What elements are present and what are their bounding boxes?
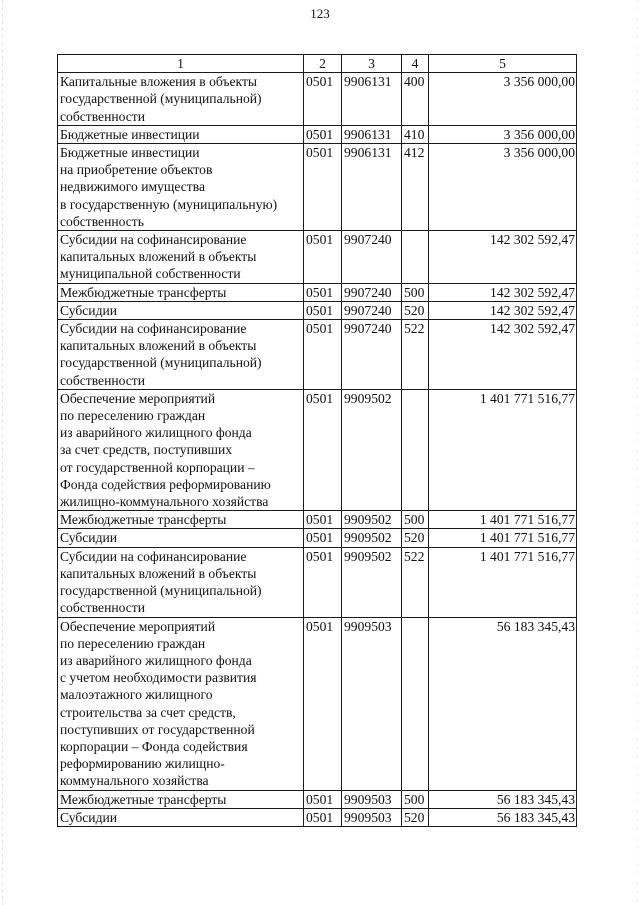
row-name: Субсидии на софинансирование капитальных вложений в объекты государственной (муниципальной) собственности — [58, 547, 304, 617]
row-amount: 142 302 592,47 — [429, 301, 577, 319]
row-section: 0501 — [304, 808, 342, 826]
row-amount: 56 183 345,43 — [429, 790, 577, 808]
row-amount: 1 401 771 516,77 — [429, 529, 577, 547]
row-section: 0501 — [304, 617, 342, 790]
row-target: 9906131 — [342, 144, 402, 231]
row-name: Бюджетные инвестиции на приобретение объектов недвижимого имущества в государственную (муниципальную) собственность — [58, 144, 304, 231]
row-expense-type: 410 — [402, 125, 429, 143]
row-name: Межбюджетные трансферты — [58, 283, 304, 301]
row-name: Обеспечение мероприятий по переселению граждан из аварийного жилищного фонда за счет средств, поступивших от государственной корпорации – Фонда содействия реформированию жилищно-коммунального хозяйства — [58, 389, 304, 510]
row-section: 0501 — [304, 511, 342, 529]
row-name: Субсидии — [58, 529, 304, 547]
scan-edge-left — [2, 0, 3, 905]
row-amount: 56 183 345,43 — [429, 617, 577, 790]
row-expense-type: 400 — [402, 73, 429, 126]
row-name: Межбюджетные трансферты — [58, 511, 304, 529]
table-row — [58, 547, 577, 617]
row-section: 0501 — [304, 320, 342, 390]
row-section: 0501 — [304, 790, 342, 808]
row-expense-type: 500 — [402, 511, 429, 529]
row-name: Межбюджетные трансферты — [58, 790, 304, 808]
table-row — [58, 144, 577, 231]
row-target: 9907240 — [342, 283, 402, 301]
row-name: Обеспечение мероприятий по переселению граждан из аварийного жилищного фонда с учетом необходимости развития малоэтажного жилищного строительства за счет средств, поступивших от государственной корпорации – Фонда содействия реформированию жилищно- коммунального хозяйства — [58, 617, 304, 790]
row-target: 9909502 — [342, 511, 402, 529]
row-section: 0501 — [304, 283, 342, 301]
row-expense-type: 412 — [402, 144, 429, 231]
row-section: 0501 — [304, 389, 342, 510]
row-target: 9909502 — [342, 547, 402, 617]
row-expense-type: 520 — [402, 301, 429, 319]
row-section: 0501 — [304, 301, 342, 319]
row-section: 0501 — [304, 529, 342, 547]
row-name: Субсидии — [58, 301, 304, 319]
budget-table — [57, 54, 577, 827]
row-expense-type: 500 — [402, 283, 429, 301]
table-body — [58, 73, 577, 827]
row-amount: 142 302 592,47 — [429, 320, 577, 390]
row-name: Бюджетные инвестиции — [58, 125, 304, 143]
row-amount: 3 356 000,00 — [429, 144, 577, 231]
column-header-amount: 5 — [429, 55, 577, 73]
column-header-name: 1 — [58, 55, 304, 73]
table-row — [58, 231, 577, 284]
row-name: Субсидии на софинансирование капитальных вложений в объекты муниципальной собственности — [58, 231, 304, 284]
row-section: 0501 — [304, 231, 342, 284]
row-target: 9907240 — [342, 320, 402, 390]
table-row — [58, 73, 577, 126]
row-amount: 3 356 000,00 — [429, 125, 577, 143]
row-section: 0501 — [304, 125, 342, 143]
column-header-section: 2 — [304, 55, 342, 73]
scan-edge-right — [637, 0, 638, 905]
row-target: 9906131 — [342, 73, 402, 126]
row-expense-type: 520 — [402, 808, 429, 826]
row-expense-type: 522 — [402, 320, 429, 390]
row-amount: 1 401 771 516,77 — [429, 547, 577, 617]
row-section: 0501 — [304, 73, 342, 126]
table-row — [58, 301, 577, 319]
row-section: 0501 — [304, 547, 342, 617]
row-amount: 3 356 000,00 — [429, 73, 577, 126]
column-header-target: 3 — [342, 55, 402, 73]
column-header-expense-type: 4 — [402, 55, 429, 73]
row-target: 9907240 — [342, 231, 402, 284]
row-amount: 142 302 592,47 — [429, 283, 577, 301]
row-amount: 142 302 592,47 — [429, 231, 577, 284]
table-row — [58, 790, 577, 808]
row-amount: 1 401 771 516,77 — [429, 389, 577, 510]
row-expense-type: 522 — [402, 547, 429, 617]
row-amount: 1 401 771 516,77 — [429, 511, 577, 529]
table-row — [58, 320, 577, 390]
page-number: 123 — [310, 6, 330, 21]
row-target: 9909503 — [342, 617, 402, 790]
row-name: Субсидии на софинансирование капитальных вложений в объекты государственной (муниципальной) собственности — [58, 320, 304, 390]
header-row — [58, 55, 577, 73]
row-expense-type — [402, 231, 429, 284]
row-amount: 56 183 345,43 — [429, 808, 577, 826]
row-target: 9909503 — [342, 808, 402, 826]
table-row — [58, 808, 577, 826]
row-expense-type: 500 — [402, 790, 429, 808]
row-name: Капитальные вложения в объекты государственной (муниципальной) собственности — [58, 73, 304, 126]
row-name: Субсидии — [58, 808, 304, 826]
table-row — [58, 617, 577, 790]
row-expense-type — [402, 389, 429, 510]
table-row — [58, 125, 577, 143]
table-row — [58, 283, 577, 301]
table-row — [58, 389, 577, 510]
row-target: 9906131 — [342, 125, 402, 143]
row-target: 9909502 — [342, 529, 402, 547]
row-target: 9907240 — [342, 301, 402, 319]
row-expense-type: 520 — [402, 529, 429, 547]
row-expense-type — [402, 617, 429, 790]
row-target: 9909503 — [342, 790, 402, 808]
table-row — [58, 529, 577, 547]
row-section: 0501 — [304, 144, 342, 231]
row-target: 9909502 — [342, 389, 402, 510]
table-row — [58, 511, 577, 529]
